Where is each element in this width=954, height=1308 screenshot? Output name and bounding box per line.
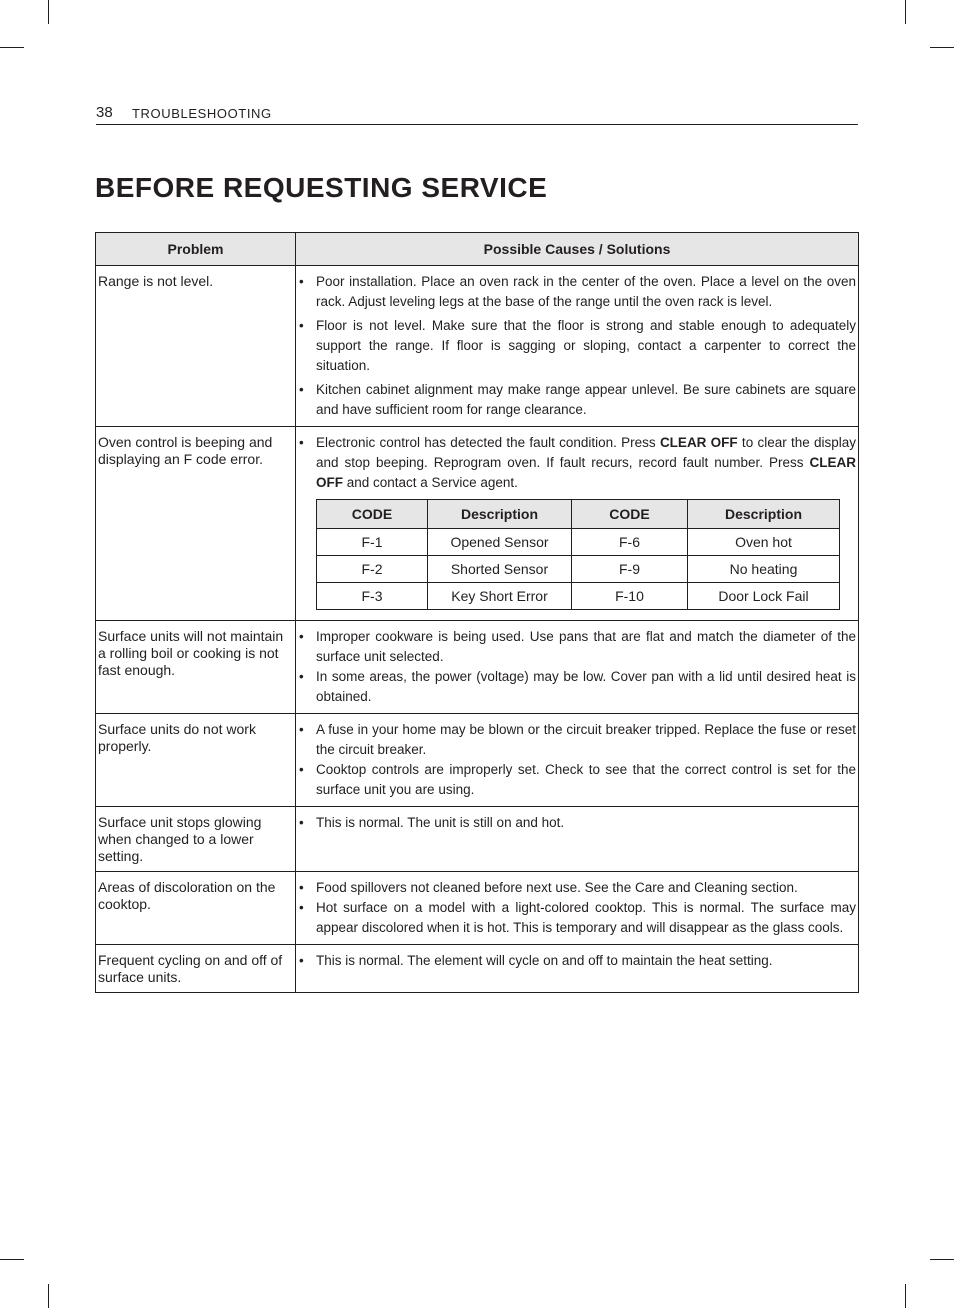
solution-item: • Cooktop controls are improperly set. Check to see that the correct control is set for the surface unit you are using. (299, 762, 856, 797)
solutions-cell (296, 427, 859, 621)
bullet-icon: • (299, 382, 304, 397)
solution-item: • Hot surface on a model with a light-colored cooktop. This is normal. The surface may appear discolored when it is hot. This is temporary and will disappear as the glass cools. (299, 900, 856, 935)
crop-mark (0, 1259, 24, 1260)
code-table-row (317, 529, 840, 556)
crop-mark (48, 1284, 49, 1308)
description-cell: Opened Sensor (428, 529, 572, 556)
solutions-cell (296, 807, 859, 872)
table-row (96, 266, 859, 427)
code-header: CODE (317, 500, 428, 529)
problem-cell: Frequent cycling on and off of surface units. (96, 945, 296, 993)
table-row (96, 427, 859, 621)
description-header: Description (688, 500, 840, 529)
problem-cell: Range is not level. (96, 266, 296, 427)
solution-item: • In some areas, the power (voltage) may be low. Cover pan with a lid until desired heat is obtained. (299, 669, 856, 704)
description-cell: Key Short Error (428, 583, 572, 610)
bullet-icon: • (299, 435, 304, 450)
solutions-cell (296, 945, 859, 993)
table-row (96, 714, 859, 807)
column-header-solutions: Possible Causes / Solutions (296, 233, 859, 266)
page-number: 38 (96, 104, 113, 121)
column-header-problem: Problem (96, 233, 296, 266)
table-header-row (96, 233, 859, 266)
solution-item: • Electronic control has detected the fault condition. Press CLEAR OFF to clear the display and stop beeping. Reprogram oven. If fault recurs, record fault number. Press CLEAR OFF and contact a Service agent. (299, 435, 856, 490)
bullet-icon: • (299, 722, 304, 737)
bullet-icon: • (299, 880, 304, 895)
solution-item: • This is normal. The element will cycle on and off to maintain the heat setting. (296, 951, 856, 971)
description-cell: No heating (688, 556, 840, 583)
problem-cell: Surface units will not maintain a rolling boil or cooking is not fast enough. (96, 621, 296, 714)
table-row (96, 945, 859, 993)
problem-cell: Surface unit stops glowing when changed to a lower setting. (96, 807, 296, 872)
crop-mark (48, 0, 49, 24)
bullet-icon: • (299, 629, 304, 644)
code-cell: F-1 (317, 529, 428, 556)
page-title: BEFORE REQUESTING SERVICE (95, 172, 548, 203)
bullet-icon: • (299, 762, 304, 777)
bullet-icon: • (299, 274, 304, 289)
solution-item: • This is normal. The unit is still on and hot. (296, 813, 856, 833)
bullet-icon: • (299, 815, 304, 830)
table-row (96, 621, 859, 714)
code-table-row (317, 583, 840, 610)
crop-mark (0, 47, 24, 48)
solution-item: • A fuse in your home may be blown or the circuit breaker tripped. Replace the fuse or reset the circuit breaker. (299, 722, 856, 757)
problem-cell: Areas of discoloration on the cooktop. (96, 872, 296, 945)
solution-item: • Poor installation. Place an oven rack in the center of the oven. Place a level on the oven rack. Adjust leveling legs at the base of the range until the oven rack is level. (299, 274, 856, 309)
description-cell: Door Lock Fail (688, 583, 840, 610)
code-cell: F-10 (572, 583, 688, 610)
code-cell: F-6 (572, 529, 688, 556)
solution-item: • Floor is not level. Make sure that the floor is strong and stable enough to adequately support the range. If floor is sagging or sloping, contact a carpenter to correct the situation. (299, 318, 856, 373)
description-header: Description (428, 500, 572, 529)
code-header: CODE (572, 500, 688, 529)
code-cell: F-9 (572, 556, 688, 583)
code-cell: F-2 (317, 556, 428, 583)
section-name: TROUBLESHOOTING (132, 106, 272, 121)
description-cell: Shorted Sensor (428, 556, 572, 583)
bullet-icon: • (299, 900, 304, 915)
table-row (96, 807, 859, 872)
solutions-cell (296, 621, 859, 714)
description-cell: Oven hot (688, 529, 840, 556)
problem-cell: Oven control is beeping and displaying an F code error. (96, 427, 296, 621)
crop-mark (905, 0, 906, 24)
solutions-cell (296, 872, 859, 945)
code-table-row (317, 556, 840, 583)
solutions-cell (296, 266, 859, 427)
solution-item: • Improper cookware is being used. Use pans that are flat and match the diameter of the surface unit selected. (299, 629, 856, 664)
code-cell: F-3 (317, 583, 428, 610)
crop-mark (905, 1284, 906, 1308)
bullet-icon: • (299, 318, 304, 333)
crop-mark (930, 1259, 954, 1260)
troubleshooting-table (95, 232, 859, 993)
solutions-cell (296, 714, 859, 807)
fault-code-table (316, 499, 840, 610)
bullet-icon: • (299, 953, 304, 968)
solution-item: • Food spillovers not cleaned before next use. See the Care and Cleaning section. (296, 878, 856, 898)
table-row (96, 872, 859, 945)
solution-item: • Kitchen cabinet alignment may make range appear unlevel. Be sure cabinets are square and have sufficient room for range clearance. (299, 382, 856, 417)
page-header (96, 102, 858, 125)
bullet-icon: • (299, 669, 304, 684)
crop-mark (930, 47, 954, 48)
code-table-header-row (317, 500, 840, 529)
problem-cell: Surface units do not work properly. (96, 714, 296, 807)
